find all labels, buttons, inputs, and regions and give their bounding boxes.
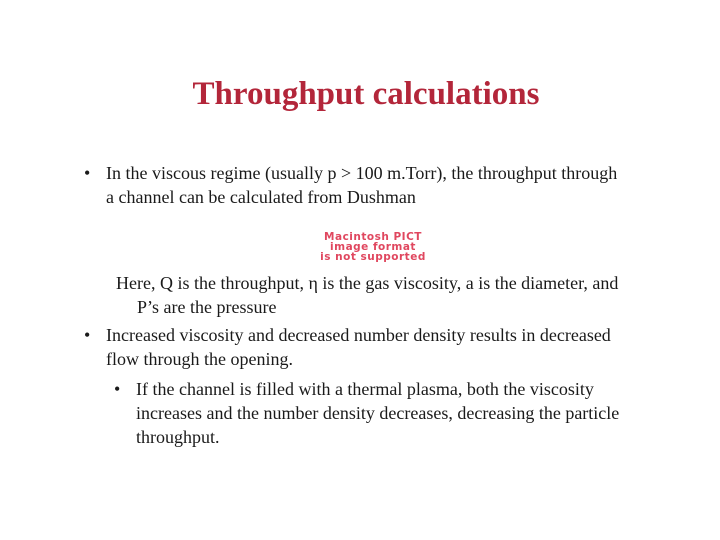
explanation-line: P’s are the pressure [137, 297, 277, 317]
bullet-item-viscous-regime [84, 161, 684, 209]
bullet-marker: • [114, 379, 121, 399]
bullet-line: increases and the number density decreases, decreasing the particle [136, 403, 620, 423]
placeholder-text-line: Macintosh PICT [324, 231, 422, 243]
bullet-row [114, 377, 684, 449]
bullet-marker: • [84, 163, 91, 183]
equation-explanation [84, 271, 684, 319]
unsupported-image-placeholder [309, 232, 437, 262]
explanation-line: Here, Q is the throughput, η is the gas viscosity, a is the diameter, and [116, 273, 619, 293]
bullet-marker: • [84, 325, 91, 345]
bullet-line: throughput. [136, 427, 220, 447]
bullet-row [84, 161, 684, 209]
bullet-line: flow through the opening. [106, 349, 293, 369]
placeholder-text-line: image format [330, 241, 416, 253]
bullet-line: In the viscous regime (usually p > 100 m.Torr), the throughput through [106, 163, 618, 183]
bullet-line: Increased viscosity and decreased number density results in decreased [106, 325, 611, 345]
bullet-line: If the channel is filled with a thermal plasma, both the viscosity [136, 379, 594, 399]
bullet-row [84, 323, 684, 371]
bullet-line: a channel can be calculated from Dushman [106, 187, 416, 207]
placeholder-text-line: is not supported [320, 251, 426, 263]
slide-title: Throughput calculations [192, 76, 540, 112]
sub-bullet-item-thermal-plasma [114, 377, 684, 449]
bullet-item-viscosity-effect [84, 323, 684, 371]
